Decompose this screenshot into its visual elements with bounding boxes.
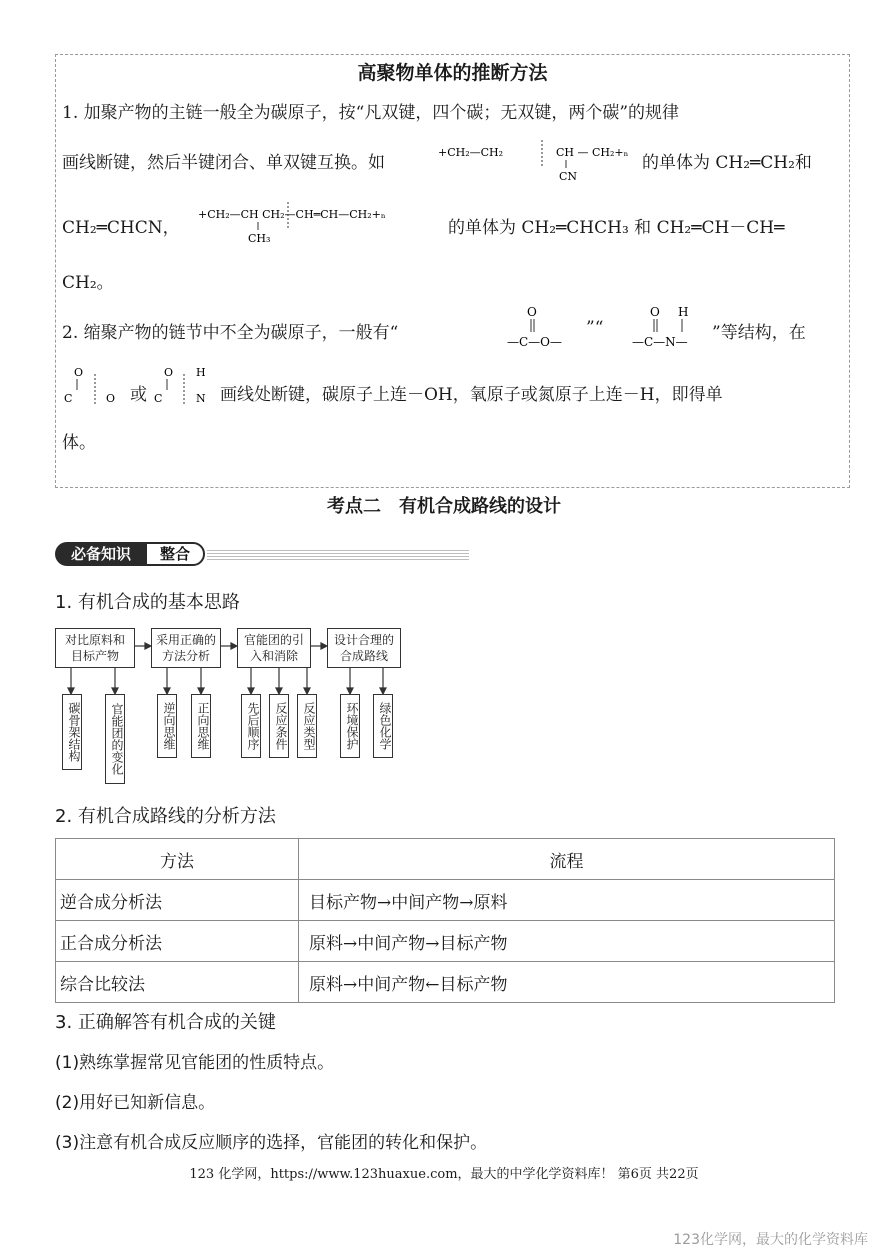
struct2-sub: CH₃ [248,232,271,245]
sub-1-1: 碳骨架结构 [62,694,82,770]
table-cell-flow: 原料→中间产物←目标产物 [299,962,835,1003]
sub-4-2: 绿色化学 [373,694,393,758]
box-line-7: 体。 [62,433,96,453]
struct1-mid: CH — CH₂+ₙ [556,146,629,159]
box-line-5c: ”等结构，在 [712,323,806,343]
box-line-1: 1. 加聚产物的主链一般全为碳原子，按“凡双键，四个碳；无双键，两个碳”的规律 [62,103,680,123]
amide-h: H [678,305,689,319]
table-header-flow: 流程 [299,839,835,880]
table-row [56,921,835,962]
box-line-2a: 画线断键，然后半键闭合、单双键互换。如 [62,153,385,173]
step-4: 设计合理的合成路线 [327,628,401,668]
ester-o: O [527,305,537,319]
amide-fragment [630,304,710,350]
badge-right: 整合 [145,542,205,566]
ester-cut-fragment [62,364,132,410]
box-line-3a: CH₂═CHCN， [62,218,180,238]
amide-cut-h: H [196,366,206,379]
amide-chain: —C—N— [632,335,688,349]
box-line-5b: ”“ [586,318,604,338]
sub-3-3: 反应类型 [297,694,317,758]
section-title: 考点二 有机合成路线的设计 [327,496,561,517]
box-title: 高聚物单体的推断方法 [357,62,548,84]
flowchart [55,626,415,786]
ester-cut-ochain: O [106,392,116,405]
s1-title: 1. 有机合成的基本思路 [55,592,240,613]
sub-3-1: 先后顺序 [241,694,261,758]
badge-left: 必备知识 [55,542,147,566]
polymer-structure-2 [196,198,448,246]
s2-title: 2. 有机合成路线的分析方法 [55,806,276,827]
polymer-structure-1 [436,136,641,184]
struct2-main: +CH₂—CH CH₂—CH═CH—CH₂+ₙ [198,208,386,221]
sub-2-2: 正向思维 [191,694,211,758]
sub-2-1: 逆向思维 [157,694,177,758]
method-table [55,838,835,1003]
box-line-6a: 或 [130,385,147,405]
table-row [56,880,835,921]
s3-item-2: (2)用好已知新信息。 [55,1093,216,1113]
amide-cut-o: O [164,366,174,379]
ester-chain: —C—O— [507,335,563,349]
table-row [56,962,835,1003]
table-cell-flow: 原料→中间产物→目标产物 [299,921,835,962]
s3-item-1: (1)熟练掌握常见官能团的性质特点。 [55,1053,335,1073]
table-header-method: 方法 [56,839,299,880]
step-3: 官能团的引入和消除 [237,628,311,668]
badge-decor-lines [207,548,469,560]
watermark: 123化学网，最大的化学资料库 [673,1232,868,1248]
page-footer: 123 化学网，https://www.123huaxue.com，最大的中学化学资料库！ 第6页 共22页 [189,1167,699,1182]
box-line-6b: 画线处断键，碳原子上连－OH，氧原子或氮原子上连－H，即得单 [220,385,723,405]
table-cell-method: 正合成分析法 [56,921,299,962]
sub-4-1: 环境保护 [340,694,360,758]
sub-3-2: 反应条件 [269,694,289,758]
ester-cut-c: C [64,392,73,405]
table-cell-method: 逆合成分析法 [56,880,299,921]
step-2: 采用正确的方法分析 [151,628,221,668]
table-cell-flow: 目标产物→中间产物→原料 [299,880,835,921]
amide-cut-n: N [196,392,206,405]
box-line-2b: 的单体为 CH₂═CH₂和 [642,153,812,173]
s3-item-3: (3)注意有机合成反应顺序的选择，官能团的转化和保护。 [55,1133,488,1153]
box-line-4: CH₂。 [62,273,114,293]
amide-o: O [650,305,660,319]
table-header-row [56,839,835,880]
sub-1-2: 官能团的变化 [105,694,125,784]
ester-fragment [505,304,585,350]
box-line-5a: 2. 缩聚产物的链节中不全为碳原子，一般有“ [62,323,399,343]
struct1-sub: CN [559,170,578,183]
struct1-top: +CH₂—CH₂ [438,146,504,159]
box-line-3b: 的单体为 CH₂═CHCH₃ 和 CH₂═CH－CH═ [448,218,785,238]
amide-cut-c: C [154,392,163,405]
ester-cut-o: O [74,366,84,379]
step-1: 对比原料和目标产物 [55,628,135,668]
table-cell-method: 综合比较法 [56,962,299,1003]
s3-title: 3. 正确解答有机合成的关键 [55,1012,276,1033]
amide-cut-fragment [150,364,220,410]
